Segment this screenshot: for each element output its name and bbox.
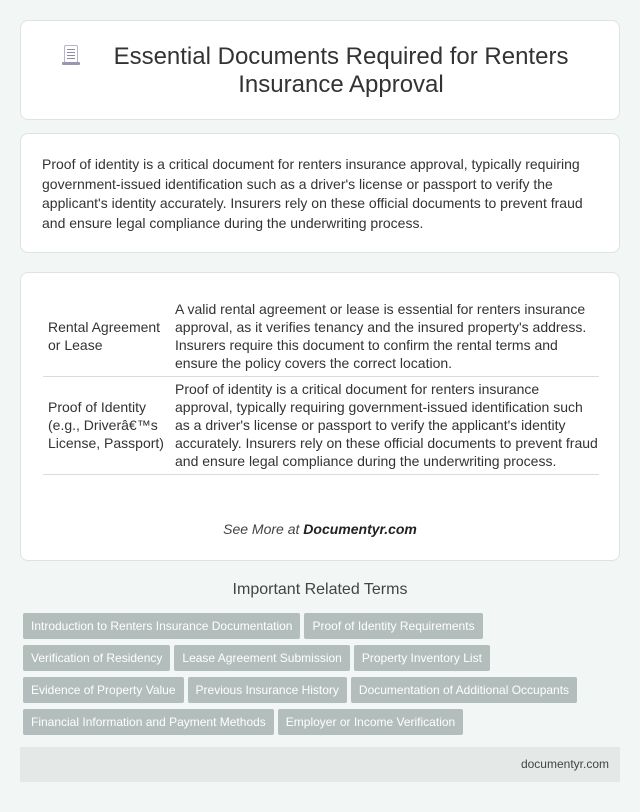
related-tag[interactable]: Verification of Residency xyxy=(23,645,170,671)
tag-row xyxy=(23,645,623,677)
page-title-wrap xyxy=(21,43,619,99)
related-tag[interactable]: Financial Information and Payment Methods xyxy=(23,709,274,735)
related-terms-title: Important Related Terms xyxy=(232,581,408,598)
related-terms-tags xyxy=(23,613,623,741)
row-description: A valid rental agreement or lease is essential for renters insurance approval, as it verifies tenancy and the insured property's address. Insurers require this document to confirm the rental terms and ensure the policy covers the correct location. xyxy=(175,297,599,377)
table-row xyxy=(43,377,599,475)
related-tag[interactable]: Property Inventory List xyxy=(354,645,490,671)
related-tag[interactable]: Lease Agreement Submission xyxy=(174,645,349,671)
see-more xyxy=(21,521,619,537)
row-term: Proof of Identity (e.g., Driverâ€™s License, Passport) xyxy=(43,377,175,475)
row-description: Proof of identity is a critical document for renters insurance approval, typically requiring government-issued identification such as a driver's license or passport to verify the applicant's identity accurately. Insurers rely on these official documents to prevent fraud and ensure legal compliance during the underwriting process. xyxy=(175,377,599,475)
tag-row xyxy=(23,613,623,645)
table-row xyxy=(43,297,599,377)
row-term: Rental Agreement or Lease xyxy=(43,297,175,377)
see-more-link[interactable]: Documentyr.com xyxy=(303,521,417,537)
header-card xyxy=(20,20,620,120)
intro-card xyxy=(20,133,620,253)
tag-row xyxy=(23,709,623,741)
documents-table xyxy=(43,297,599,475)
related-tag[interactable]: Introduction to Renters Insurance Documentation xyxy=(23,613,300,639)
related-tag[interactable]: Previous Insurance History xyxy=(188,677,347,703)
page-title: Essential Documents Required for Renters Insurance Approval xyxy=(113,43,569,98)
documents-table-card xyxy=(20,272,620,561)
related-tag[interactable]: Evidence of Property Value xyxy=(23,677,184,703)
related-tag[interactable]: Documentation of Additional Occupants xyxy=(351,677,577,703)
intro-text: Proof of identity is a critical document for renters insurance approval, typically requiring government-issued identification such as a driver's license or passport to verify the applicant's identity accurately. Insurers rely on these official documents to prevent fraud and ensure legal compliance during the underwriting process. xyxy=(42,156,583,231)
see-more-prefix: See More at xyxy=(223,521,304,537)
document-icon xyxy=(64,45,78,63)
related-tag[interactable]: Employer or Income Verification xyxy=(278,709,463,735)
footer-link[interactable]: documentyr.com xyxy=(520,757,609,771)
tag-row xyxy=(23,677,623,709)
related-tag[interactable]: Proof of Identity Requirements xyxy=(304,613,482,639)
footer xyxy=(20,747,620,782)
